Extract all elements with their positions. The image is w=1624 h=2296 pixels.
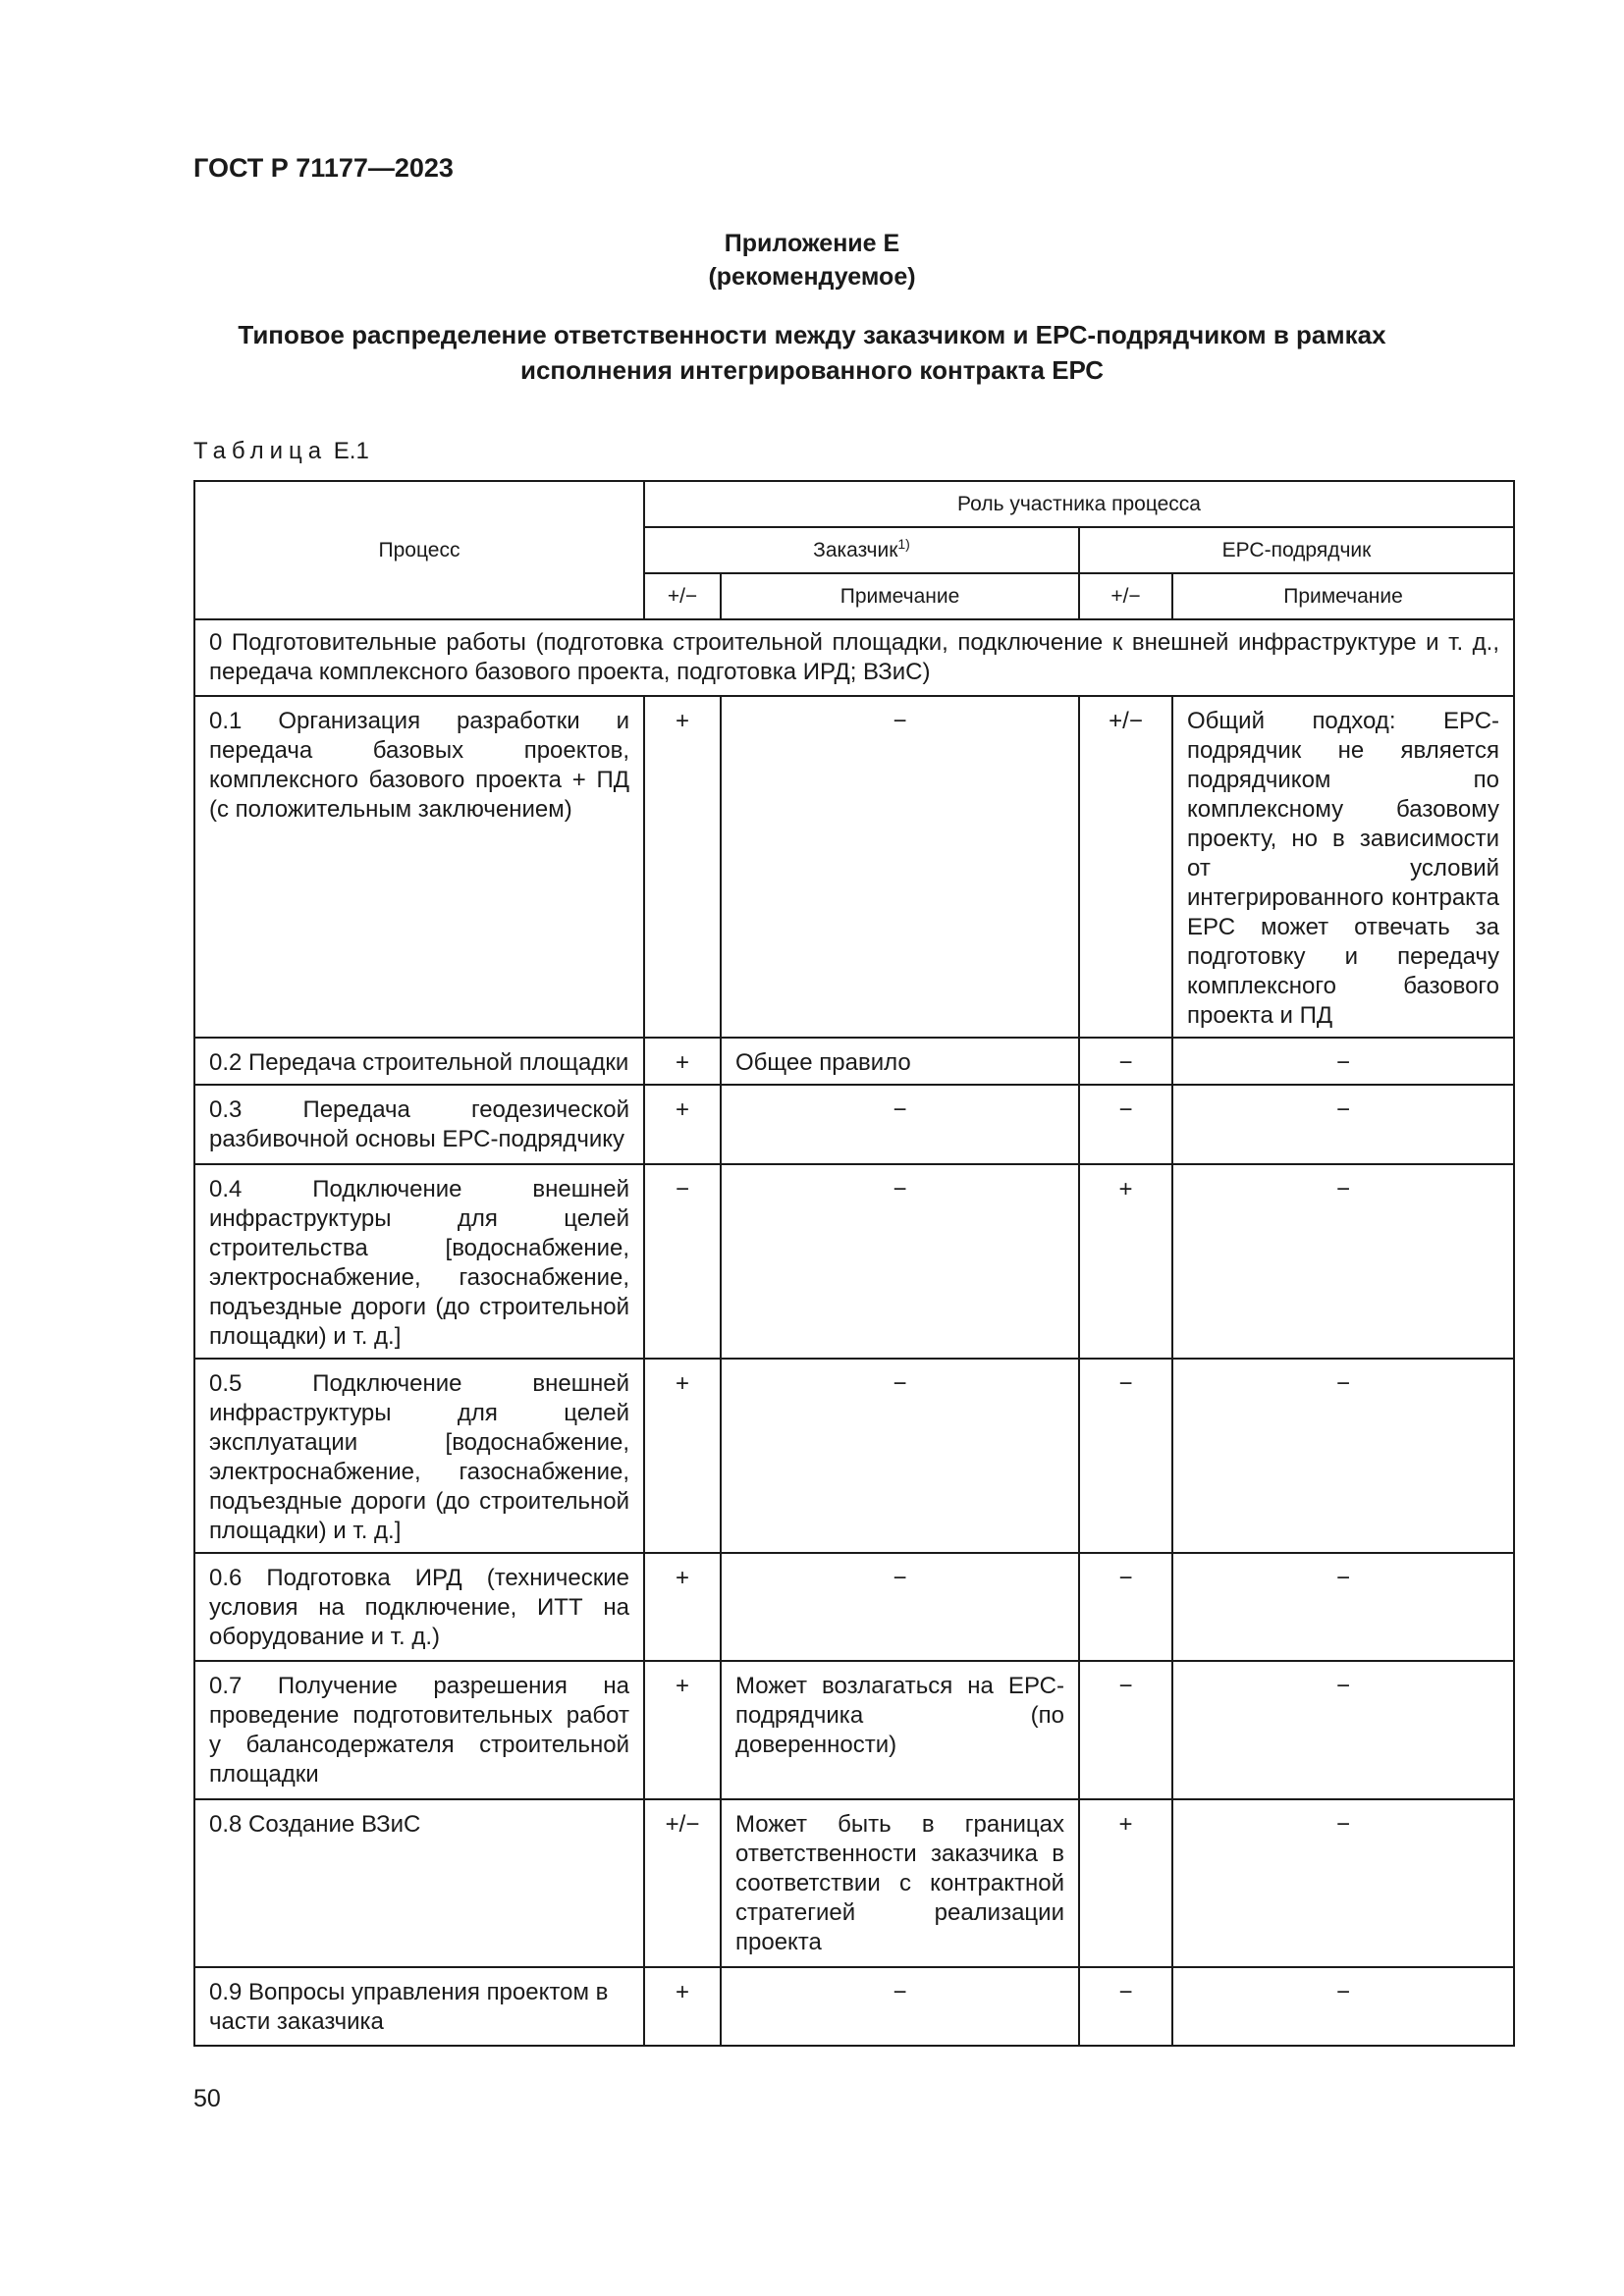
- header-row-1: [194, 481, 1514, 527]
- table-row: [194, 1799, 1514, 1967]
- header-role: Роль участника процесса: [644, 481, 1514, 527]
- contractor-sign-cell: −: [1079, 1967, 1172, 2046]
- appendix-heading: [0, 227, 1624, 294]
- section-row: [194, 619, 1514, 696]
- document-code: ГОСТ Р 71177—2023: [193, 153, 454, 183]
- table-row: [194, 1553, 1514, 1661]
- process-cell: 0.1 Организация разработки и передача базовых проектов, комплексного базового проекта + ПД (с положительным заключением): [194, 696, 644, 1038]
- customer-sign-cell: +: [644, 1967, 721, 2046]
- contractor-sign-cell: +: [1079, 1799, 1172, 1967]
- contractor-note-cell: −: [1172, 1038, 1514, 1085]
- responsibility-table: [193, 480, 1515, 2047]
- contractor-sign-cell: −: [1079, 1085, 1172, 1164]
- contractor-note-cell: −: [1172, 1359, 1514, 1553]
- customer-sign-cell: −: [644, 1164, 721, 1359]
- table-row: [194, 1661, 1514, 1799]
- contractor-note-cell: Общий подход: ЕРС-подрядчик не является подрядчиком по комплексному базовому проекту, но в зависимости от условий интегрированного контракта ЕРС может отвечать за подготовку и передачу комплексного базового проекта и ПД: [1172, 696, 1514, 1038]
- customer-sign-cell: +: [644, 1085, 721, 1164]
- contractor-note-cell: −: [1172, 1085, 1514, 1164]
- customer-note-cell: −: [721, 1967, 1079, 2046]
- page-title: [196, 317, 1428, 388]
- process-cell: 0.3 Передача геодезической разбивочной основы ЕРС-подрядчику: [194, 1085, 644, 1164]
- header-contractor-note: Примечание: [1172, 573, 1514, 619]
- table-row: [194, 1967, 1514, 2046]
- customer-note-cell: −: [721, 696, 1079, 1038]
- customer-note-cell: −: [721, 1359, 1079, 1553]
- table-caption-word: Таблица: [193, 438, 328, 464]
- contractor-sign-cell: −: [1079, 1661, 1172, 1799]
- page-number: 50: [193, 2085, 221, 2112]
- customer-note-cell: Может быть в границах ответственности заказчика в соответствии с контрактной стратегией реализации проекта: [721, 1799, 1079, 1967]
- section-heading: 0 Подготовительные работы (подготовка строительной площадки, подключение к внешней инфраструктуре и т. д., передача комплексного базового проекта, подготовка ИРД; ВЗиС): [194, 619, 1514, 696]
- table-row: [194, 1038, 1514, 1085]
- contractor-sign-cell: −: [1079, 1038, 1172, 1085]
- contractor-sign-cell: −: [1079, 1553, 1172, 1661]
- customer-sign-cell: +: [644, 1359, 721, 1553]
- process-cell: 0.7 Получение разрешения на проведение подготовительных работ у балансодержателя строительной площадки: [194, 1661, 644, 1799]
- header-process: Процесс: [194, 481, 644, 619]
- process-cell: 0.6 Подготовка ИРД (технические условия на подключение, ИТТ на оборудование и т. д.): [194, 1553, 644, 1661]
- contractor-note-cell: −: [1172, 1164, 1514, 1359]
- customer-sign-cell: +: [644, 1038, 721, 1085]
- header-contractor: ЕРС-подрядчик: [1079, 527, 1514, 573]
- footnote-marker: 1): [897, 535, 910, 552]
- customer-sign-cell: +/−: [644, 1799, 721, 1967]
- header-customer: [644, 527, 1079, 573]
- header-contractor-sign: +/−: [1079, 573, 1172, 619]
- header-customer-note: Примечание: [721, 573, 1079, 619]
- appendix-label: Приложение Е: [724, 230, 900, 257]
- contractor-note-cell: −: [1172, 1553, 1514, 1661]
- header-customer-sign: +/−: [644, 573, 721, 619]
- table-row: [194, 696, 1514, 1038]
- customer-note-cell: −: [721, 1553, 1079, 1661]
- table-row: [194, 1164, 1514, 1359]
- process-cell: 0.8 Создание ВЗиС: [194, 1799, 644, 1967]
- contractor-note-cell: −: [1172, 1661, 1514, 1799]
- process-cell: 0.9 Вопросы управления проектом в части заказчика: [194, 1967, 644, 2046]
- process-cell: 0.2 Передача строительной площадки: [194, 1038, 644, 1085]
- table-row: [194, 1359, 1514, 1553]
- customer-note-cell: Может возлагаться на ЕРС-подрядчика (по доверенности): [721, 1661, 1079, 1799]
- customer-sign-cell: +: [644, 1661, 721, 1799]
- process-cell: 0.5 Подключение внешней инфраструктуры для целей эксплуатации [водоснабжение, электроснабжение, газоснабжение, подъездные дороги (до строительной площадки) и т. д.]: [194, 1359, 644, 1553]
- customer-sign-cell: +: [644, 1553, 721, 1661]
- title-line-2: исполнения интегрированного контракта ЕРС: [519, 355, 1105, 385]
- table-row: [194, 1085, 1514, 1164]
- process-cell: 0.4 Подключение внешней инфраструктуры для целей строительства [водоснабжение, электроснабжение, газоснабжение, подъездные дороги (до строительной площадки) и т. д.]: [194, 1164, 644, 1359]
- table-caption: [193, 438, 369, 465]
- contractor-note-cell: −: [1172, 1967, 1514, 2046]
- customer-note-cell: Общее правило: [721, 1038, 1079, 1085]
- appendix-status: (рекомендуемое): [708, 263, 916, 291]
- table-caption-number: Е.1: [333, 438, 369, 464]
- contractor-sign-cell: −: [1079, 1359, 1172, 1553]
- contractor-sign-cell: +/−: [1079, 696, 1172, 1038]
- customer-sign-cell: +: [644, 696, 721, 1038]
- customer-note-cell: −: [721, 1085, 1079, 1164]
- contractor-note-cell: −: [1172, 1799, 1514, 1967]
- customer-note-cell: −: [721, 1164, 1079, 1359]
- header-customer-label: Заказчик: [813, 538, 898, 561]
- contractor-sign-cell: +: [1079, 1164, 1172, 1359]
- title-line-1: Типовое распределение ответственности между заказчиком и ЕРС-подрядчиком в рамках: [238, 320, 1386, 349]
